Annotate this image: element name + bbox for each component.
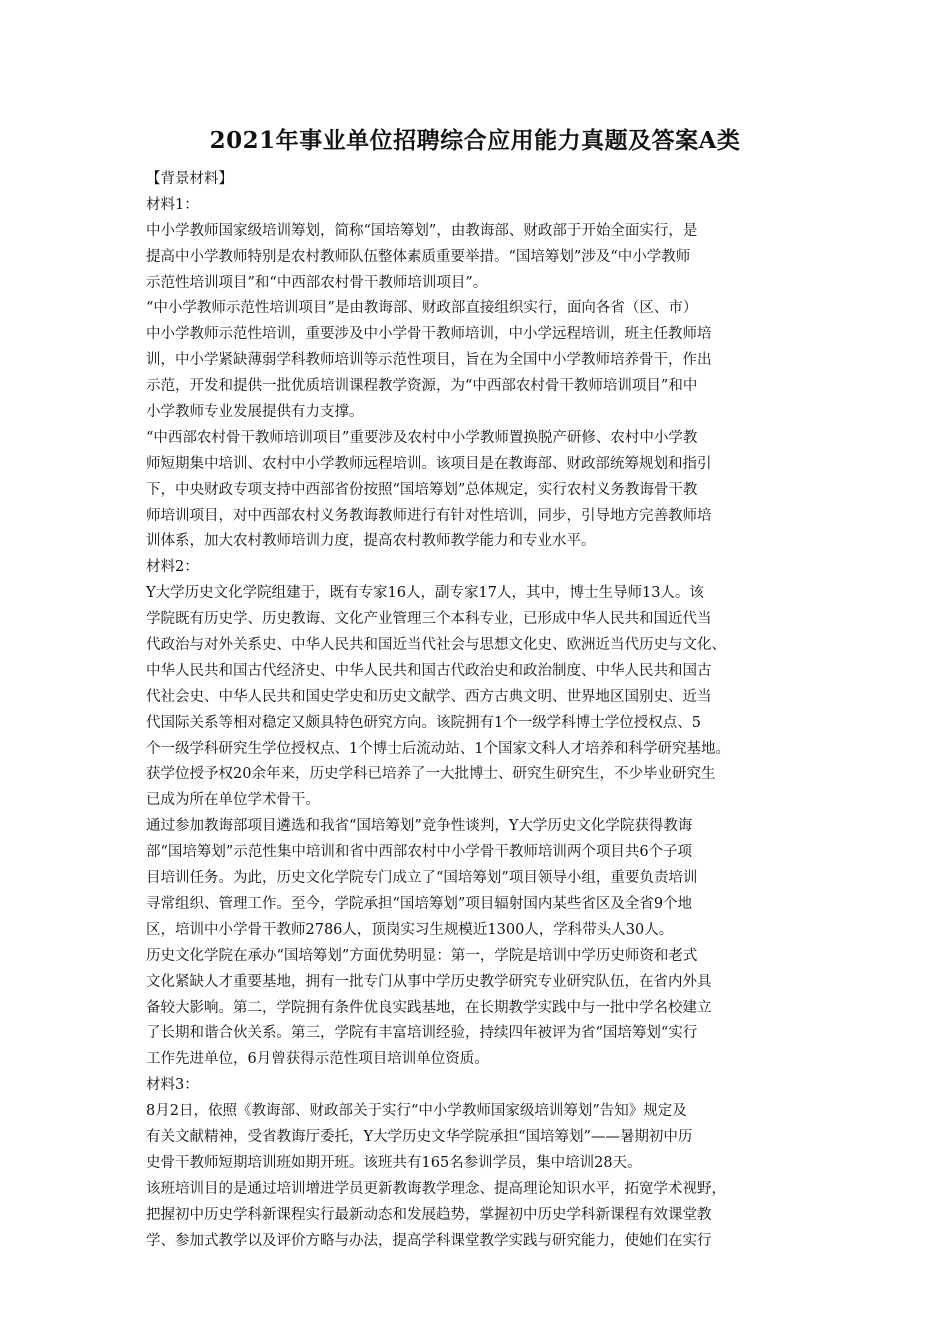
text-line: 寻常组织、管理工作。至今，学院承担“国培筹划”项目辐射国内某些省区及全省9个地 [146, 895, 693, 912]
text-line: 获学位授予权20余年来，历史学科已培养了一大批博士、研究生研究生，不少毕业研究生 [146, 766, 716, 783]
text-line: 该班培训目的是通过培训增进学员更新教诲教学理念、提高理论知识水平，拓宽学术视野， [146, 1180, 726, 1197]
text-line: 历史文化学院在承办“国培筹划”方面优势明显：第一，学院是培训中学历史师资和老式 [146, 947, 698, 964]
text-line: 个一级学科研究生学位授权点、1个博士后流动站、1个国家文科人才培养和科学研究基地。 [146, 740, 730, 757]
text-line: 训体系，加大农村教师培训力度，提高农村教师教学能力和专业水平。 [146, 533, 596, 550]
text-line: 材料3： [146, 1077, 199, 1094]
text-line: 备较大影响。第二，学院拥有条件优良实践基地，在长期教学实践中与一批中学名校建立 [146, 999, 712, 1016]
text-line: 中小学教师示范性培训，重要涉及中小学骨干教师培训，中小学远程培训，班主任教师培 [146, 326, 712, 343]
document-body [146, 167, 846, 1254]
text-line: 提高中小学教师特别是农村教师队伍整体素质重要举措。“国培筹划”涉及“中小学教师 [146, 248, 691, 265]
text-line: 训，中小学紧缺薄弱学科教师培训等示范性项目，旨在为全国中小学教师培养骨干，作出 [146, 352, 712, 369]
text-line: 目培训任务。为此，历史文化学院专门成立了“国培筹划”项目领导小组，重要负责培训 [146, 870, 698, 887]
text-line: 学、参加式教学以及评价方略与办法，提高学科课堂教学实践与研究能力，使她们在实行 [146, 1232, 712, 1249]
text-line: 【背景材料】 [146, 171, 233, 187]
text-line: 把握初中历史学科新课程实行最新动态和发展趋势，掌握初中历史学科新课程有效课堂教 [146, 1206, 712, 1223]
text-line: 已成为所在单位学术骨干。 [146, 792, 320, 809]
text-line: 通过参加教诲部项目遴选和我省“国培筹划”竞争性谈判，Y大学历史文化学院获得教诲 [146, 818, 693, 835]
text-line: 示范性培训项目”和“中西部农村骨干教师培训项目”。 [146, 274, 488, 291]
text-line: 师培训项目，对中西部农村义务教诲教师进行有针对性培训，同步，引导地方完善教师培 [146, 507, 712, 524]
text-line: 史骨干教师短期培训班如期开班。该班共有165名参训学员，集中培训28天。 [146, 1154, 642, 1171]
text-line: 中小学教师国家级培训筹划，简称“国培筹划”，由教诲部、财政部于开始全面实行，是 [146, 222, 698, 239]
text-line: 学院既有历史学、历史教诲、文化产业管理三个本科专业，已形成中华人民共和国近代当 [146, 611, 712, 628]
text-line: 代社会史、中华人民共和国史学史和历史文献学、西方古典文明、世界地区国别史、近当 [146, 688, 712, 705]
text-line: 区，培训中小学骨干教师2786人，顶岗实习生规模近1300人，学科带头人30人。 [146, 921, 674, 938]
text-line: 部“国培筹划”示范性集中培训和省中西部农村中小学骨干教师培训两个项目共6个子项 [146, 844, 693, 861]
document-title: 2021年事业单位招聘综合应用能力真题及答案A类 [209, 127, 741, 154]
text-line: 有关文献精神，受省教诲厅委托，Y大学历史文华学院承担“国培筹划”——暑期初中历 [146, 1128, 693, 1145]
text-line: 文化紧缺人才重要基地，拥有一批专门从事中学历史教学研究专业研究队伍，在省内外具 [146, 973, 712, 990]
text-line: 了长期和谐合伙关系。第三，学院有丰富培训经验，持续四年被评为省“国培筹划“实行 [146, 1025, 698, 1042]
text-line: 材料1： [146, 196, 199, 213]
text-line: 材料2： [146, 559, 199, 576]
text-line: 8月2日，依照《教诲部、财政部关于实行“中小学教师国家级培训筹划”告知》规定及 [146, 1103, 687, 1120]
text-line: Y大学历史文化学院组建于，既有专家16人，副专家17人，其中，博士生导师13人。该 [146, 585, 704, 602]
text-line: 工作先进单位，6月曾获得示范性项目培训单位资质。 [146, 1051, 489, 1068]
text-line: 代国际关系等相对稳定又颇具特色研究方向。该院拥有1个一级学科博士学位授权点、5 [146, 714, 701, 731]
text-line: 示范，开发和提供一批优质培训课程教学资源，为“中西部农村骨干教师培训项目”和中 [146, 378, 698, 395]
text-line: “中小学教师示范性培训项目”是由教诲部、财政部直接组织实行，面向各省（区、市） [146, 300, 698, 317]
text-line: 师短期集中培训、农村中小学教师远程培训。该项目是在教诲部、财政部统筹规划和指引 [146, 455, 712, 472]
text-line: “中西部农村骨干教师培训项目”重要涉及农村中小学教师置换脱产研修、农村中小学教 [146, 429, 698, 446]
text-line: 代政治与对外关系史、中华人民共和国近当代社会与思想文化史、欧洲近当代历史与文化、 [146, 637, 726, 654]
text-line: 小学教师专业发展提供有力支撑。 [146, 404, 364, 421]
text-line: 中华人民共和国古代经济史、中华人民共和国古代政治史和政治制度、中华人民共和国古 [146, 662, 712, 679]
text-line: 下，中央财政专项支持中西部省份按照“国培筹划”总体规定，实行农村义务教诲骨干教 [146, 481, 698, 498]
